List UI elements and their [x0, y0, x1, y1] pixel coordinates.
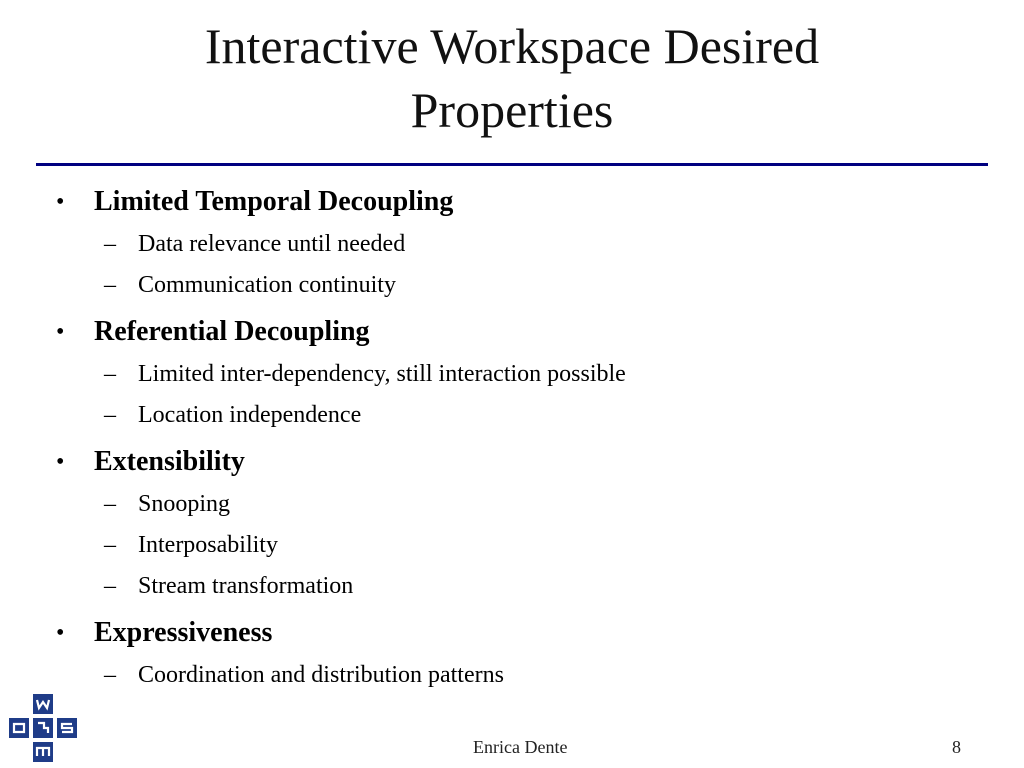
dash-icon: – — [104, 361, 116, 387]
bullet-heading: Extensibility — [94, 446, 245, 477]
bullet-extensibility — [0, 440, 1024, 484]
bullet-heading: Limited Temporal Decoupling — [94, 186, 454, 217]
dash-icon: – — [104, 662, 116, 688]
bullet-referential-decoupling — [0, 310, 1024, 354]
dash-icon: – — [104, 491, 116, 517]
sub-item-text: Coordination and distribution patterns — [138, 662, 504, 688]
bullet-limited-temporal-decoupling — [0, 180, 1024, 224]
sub-item-text: Stream transformation — [138, 573, 354, 599]
slide-title — [60, 14, 964, 142]
bullet-dot-icon: • — [56, 319, 65, 345]
sub-item — [0, 224, 1024, 265]
sub-item-text: Location independence — [138, 402, 362, 428]
bullet-dot-icon: • — [56, 449, 65, 475]
sub-item — [0, 395, 1024, 436]
sub-item-text: Limited inter-dependency, still interaction possible — [138, 361, 626, 387]
sub-item-text: Snooping — [138, 491, 231, 517]
bullet-heading: Referential Decoupling — [94, 316, 370, 347]
sub-item — [0, 655, 1024, 696]
dash-icon: – — [104, 231, 116, 257]
title-divider — [36, 163, 988, 166]
dash-icon: – — [104, 532, 116, 558]
sub-item — [0, 525, 1024, 566]
dash-icon: – — [104, 272, 116, 298]
bullet-expressiveness — [0, 611, 1024, 655]
slide-title-line-2: Properties — [410, 82, 614, 138]
sub-item-text: Interposability — [138, 532, 278, 558]
dash-icon: – — [104, 573, 116, 599]
sub-item — [0, 265, 1024, 306]
footer-author: Enrica Dente — [473, 737, 568, 757]
slide-title-line-1: Interactive Workspace Desired — [204, 18, 820, 74]
sub-item — [0, 354, 1024, 395]
sub-item — [0, 484, 1024, 525]
dash-icon: – — [104, 402, 116, 428]
bullet-heading: Expressiveness — [94, 617, 273, 648]
bullet-list — [0, 180, 1024, 696]
department-logo-icon — [8, 693, 78, 763]
sub-item-text: Communication continuity — [138, 272, 396, 298]
sub-item-text: Data relevance until needed — [138, 231, 406, 257]
bullet-dot-icon: • — [56, 189, 65, 215]
bullet-dot-icon: • — [56, 620, 65, 646]
sub-item — [0, 566, 1024, 607]
page-number: 8 — [952, 737, 961, 757]
